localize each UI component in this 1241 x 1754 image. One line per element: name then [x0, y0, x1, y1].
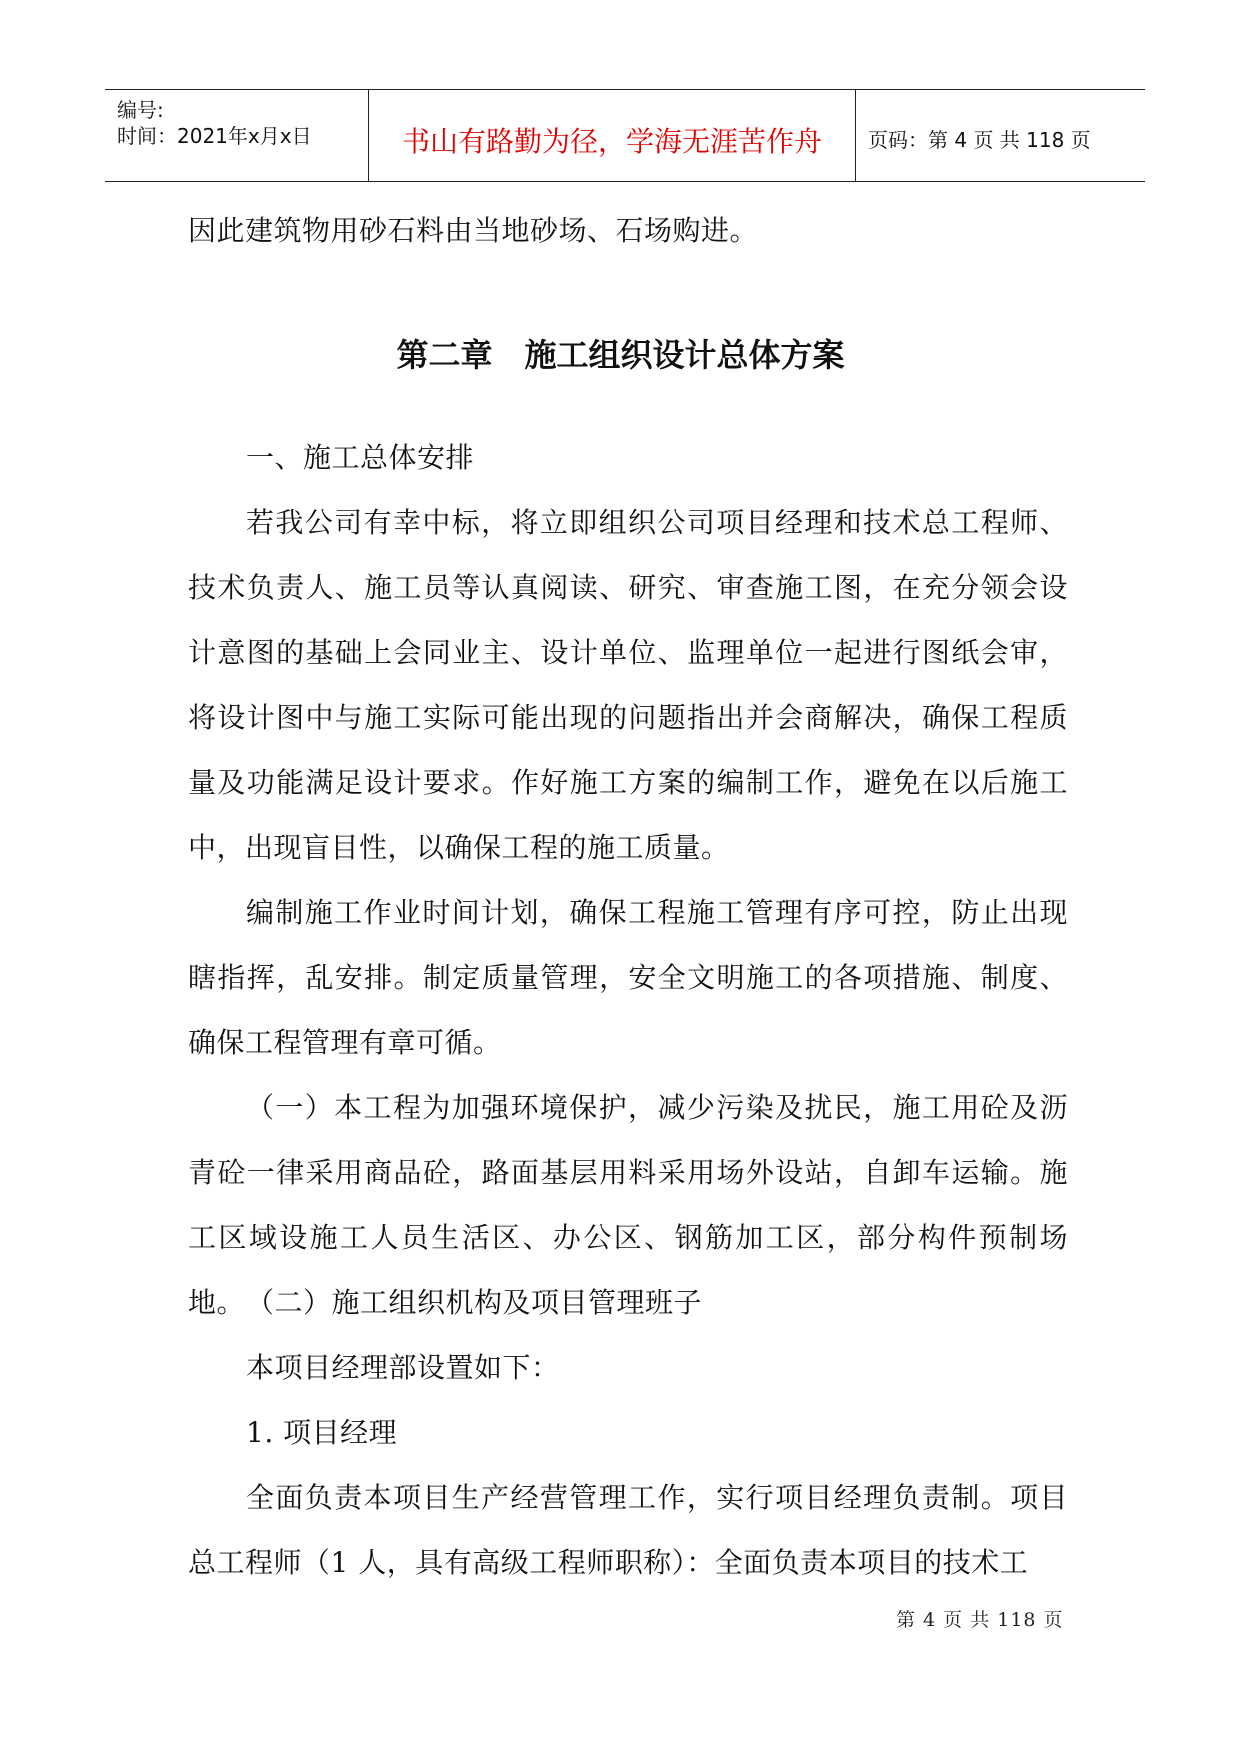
header-right-cell	[856, 90, 1145, 181]
document-header	[105, 89, 1145, 182]
page-footer: 第 4 页 共 118 页	[896, 1609, 1064, 1631]
intro-line: 因此建筑物用砂石料由当地砂场、石场购进。	[188, 214, 759, 247]
subsection-heading-organization: （二）施工组织机构及项目管理班子	[246, 1286, 703, 1319]
section-heading: 一、施工总体安排	[246, 441, 475, 474]
paragraph-schedule: 编制施工作业时间计划，确保工程施工管理有序可控，防止出现瞎指挥，乱安排。制定质量管理，安全文明施工的各项措施、制度、确保工程管理有章可循。	[188, 896, 1068, 1059]
paragraph-environment: （一）本工程为加强环境保护，减少污染及扰民，施工用砼及沥青砼一律采用商品砼，路面基层用料采用场外设站，自卸车运输。施工区域设施工人员生活区、办公区、钢筋加工区，部分构件预制场地。	[188, 1091, 1068, 1319]
page-code-label: 页码：第 4 页 共 118 页	[868, 128, 1091, 152]
paragraph-setup-intro: 本项目经理部设置如下：	[246, 1351, 560, 1384]
header-left-cell	[105, 90, 368, 181]
chapter-title: 第二章 施工组织设计总体方案	[396, 336, 845, 374]
date-label: 时间：2021年x月x日	[117, 124, 312, 148]
paragraph-project-manager: 全面负责本项目生产经营管理工作，实行项目经理负责制。项目总工程师（1 人，具有高级工程师职称）：全面负责本项目的技术工	[188, 1481, 1068, 1579]
paragraph-general-arrangement: 若我公司有幸中标，将立即组织公司项目经理和技术总工程师、技术负责人、施工员等认真阅读、研究、审查施工图，在充分领会设计意图的基础上会同业主、设计单位、监理单位一起进行图纸会审，将设计图中与施工实际可能出现的问题指出并会商解决，确保工程质量及功能满足设计要求。作好施工方案的编制工作，避免在以后施工中，出现盲目性，以确保工程的施工质量。	[188, 506, 1068, 864]
header-middle-cell	[368, 90, 856, 181]
serial-number-label: 编号:	[117, 98, 164, 122]
motto-text: 书山有路勤为径，学海无涯苦作舟	[401, 125, 822, 158]
item-heading-project-manager: 1. 项目经理	[246, 1416, 398, 1449]
